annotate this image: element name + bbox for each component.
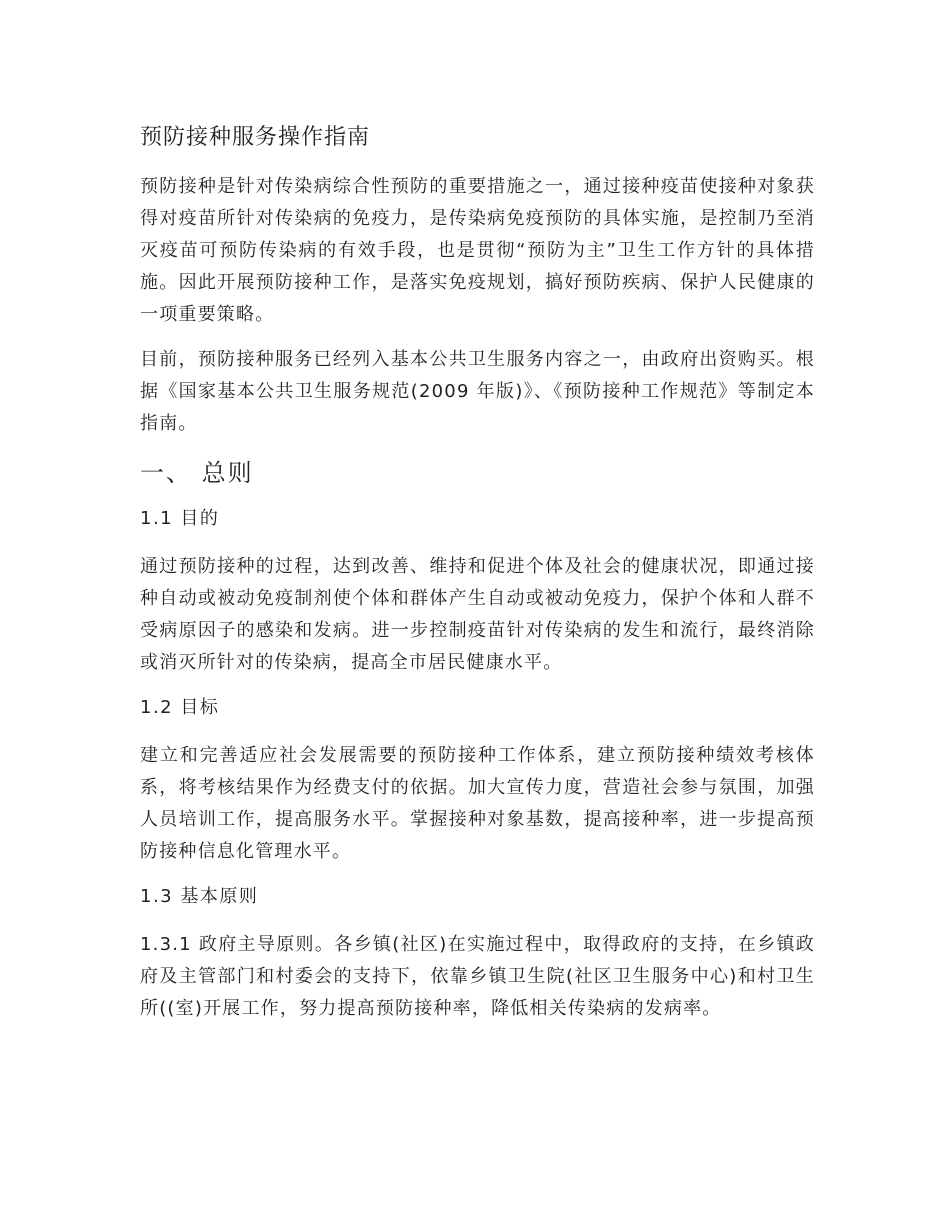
principles-paragraph: 1.3.1 政府主导原则。各乡镇(社区)在实施过程中，取得政府的支持，在乡镇政府及主管部门和村委会的支持下，依靠乡镇卫生院(社区卫生服务中心)和村卫生所((室)开展工作，努力提高预防接种率，降低相关传染病的发病率。 <box>140 934 815 1019</box>
subsection-heading-goals: 1.2 目标 <box>140 697 220 718</box>
purpose-paragraph: 通过预防接种的过程，达到改善、维持和促进个体及社会的健康状况，即通过接种自动或被动免疫制剂使个体和群体产生自动或被动免疫力，保护个体和人群不受病原因子的感染和发病。进一步控制疫苗针对传染病的发生和流行，最终消除或消灭所针对的传染病，提高全市居民健康水平。 <box>140 556 815 673</box>
intro-paragraph-1: 预防接种是针对传染病综合性预防的重要措施之一，通过接种疫苗使接种对象获得对疫苗所针对传染病的免疫力，是传染病免疫预防的具体实施，是控制乃至消灭疫苗可预防传染病的有效手段，也是贯彻“预防为主”卫生工作方针的具体措施。因此开展预防接种工作，是落实免疫规划，搞好预防疾病、保护人民健康的一项重要策略。 <box>140 176 815 325</box>
intro-paragraph-2: 目前，预防接种服务已经列入基本公共卫生服务内容之一，由政府出资购买。根据《国家基本公共卫生服务规范(2009 年版)》、《预防接种工作规范》等制定本指南。 <box>140 349 815 434</box>
subsection-heading-principles: 1.3 基本原则 <box>140 886 259 907</box>
goals-paragraph: 建立和完善适应社会发展需要的预防接种工作体系，建立预防接种绩效考核体系，将考核结果作为经费支付的依据。加大宣传力度，营造社会参与氛围，加强人员培训工作，提高服务水平。掌握接种对象基数，提高接种率，进一步提高预防接种信息化管理水平。 <box>140 745 815 862</box>
section-heading-general: 一、 总则 <box>140 459 254 487</box>
subsection-heading-purpose: 1.1 目的 <box>140 508 220 529</box>
document-title: 预防接种服务操作指南 <box>140 125 371 150</box>
